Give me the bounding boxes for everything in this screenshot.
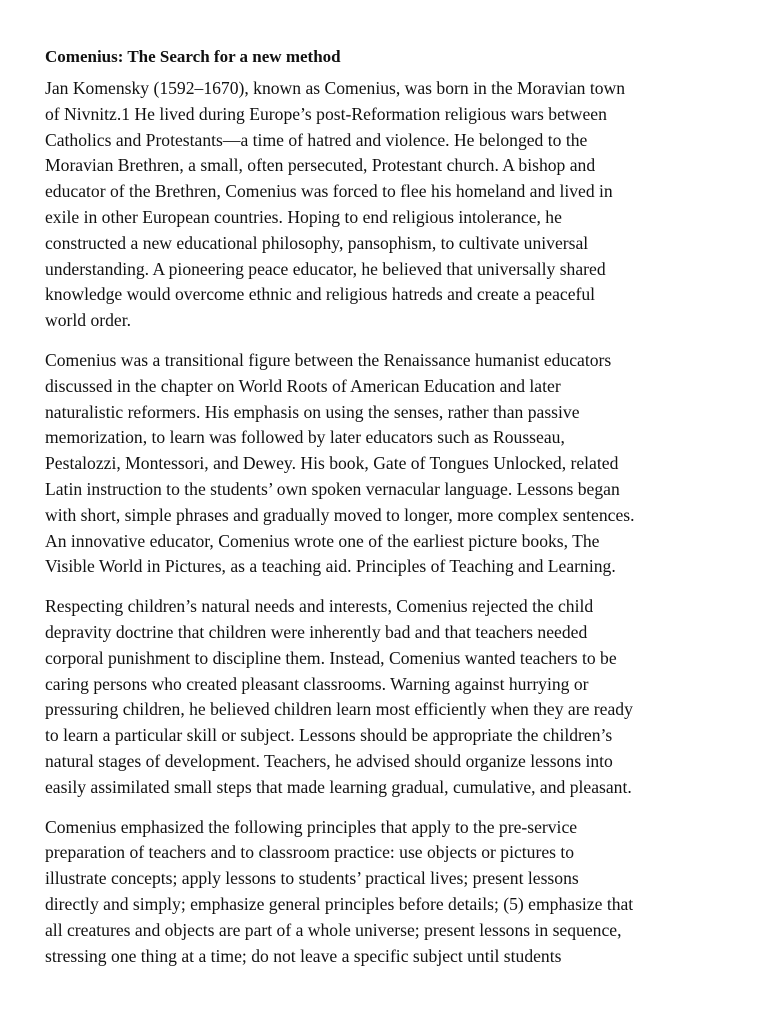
text-line: Moravian Brethren, a small, often persecuted, Protestant church. A bishop and <box>45 155 596 176</box>
text-line: Latin instruction to the students’ own spoken vernacular language. Lessons began <box>45 478 620 499</box>
text-line: constructed a new educational philosophy, pansophism, to cultivate universal <box>45 232 589 253</box>
document-title: Comenius: The Search for a new method <box>45 47 341 66</box>
text-line: Comenius was a transitional figure between the Renaissance humanist educators <box>45 349 612 370</box>
text-line: Jan Komensky (1592–1670), known as Comenius, was born in the Moravian town <box>45 78 626 98</box>
text-line: knowledge would overcome ethnic and religious hatreds and create a peaceful <box>45 284 596 305</box>
text-line: preparation of teachers and to classroom practice: use objects or pictures to <box>45 842 575 863</box>
paragraph-3 <box>45 594 735 800</box>
text-line: of Nivnitz.1 He lived during Europe’s post-Reformation religious wars between <box>45 103 607 124</box>
paragraph-2 <box>45 348 735 580</box>
text-line: memorization, to learn was followed by later educators such as Rousseau, <box>45 427 565 448</box>
text-line: discussed in the chapter on World Roots of American Education and later <box>45 375 561 396</box>
text-line: caring persons who created pleasant classrooms. Warning against hurrying or <box>45 673 589 694</box>
paragraph-1 <box>45 76 735 334</box>
text-line: Comenius emphasized the following principles that apply to the pre-service <box>45 816 578 837</box>
text-line: An innovative educator, Comenius wrote one of the earliest picture books, The <box>45 530 600 551</box>
text-line: Catholics and Protestants—a time of hatred and violence. He belonged to the <box>45 129 588 150</box>
text-line: depravity doctrine that children were inherently bad and that teachers needed <box>45 621 588 642</box>
text-line: to learn a particular skill or subject. Lessons should be appropriate the children’s <box>45 725 613 746</box>
text-line: easily assimilated small steps that made learning gradual, cumulative, and pleasant. <box>45 776 632 797</box>
text-line: natural stages of development. Teachers, he advised should organize lessons into <box>45 750 613 771</box>
text-line: stressing one thing at a time; do not leave a specific subject until students <box>45 945 562 966</box>
text-line: Visible World in Pictures, as a teaching aid. Principles of Teaching and Learning. <box>45 556 616 577</box>
text-line: illustrate concepts; apply lessons to students’ practical lives; present lessons <box>45 868 579 889</box>
document-page <box>45 44 735 983</box>
text-line: understanding. A pioneering peace educator, he believed that universally shared <box>45 258 606 279</box>
text-line: with short, simple phrases and gradually moved to longer, more complex sentences. <box>45 504 635 525</box>
text-line: world order. <box>45 310 131 331</box>
text-line: naturalistic reformers. His emphasis on using the senses, rather than passive <box>45 401 580 422</box>
text-line: all creatures and objects are part of a whole universe; present lessons in sequence, <box>45 919 622 940</box>
text-line: exile in other European countries. Hoping to end religious intolerance, he <box>45 206 562 227</box>
text-line: pressuring children, he believed children learn most efficiently when they are ready <box>45 699 633 720</box>
text-line: directly and simply; emphasize general principles before details; (5) emphasize that <box>45 893 634 914</box>
text-line: corporal punishment to discipline them. Instead, Comenius wanted teachers to be <box>45 647 617 668</box>
text-line: Pestalozzi, Montessori, and Dewey. His book, Gate of Tongues Unlocked, related <box>45 453 619 474</box>
text-line: educator of the Brethren, Comenius was forced to flee his homeland and lived in <box>45 181 613 202</box>
paragraph-4 <box>45 815 735 970</box>
text-line: Respecting children’s natural needs and interests, Comenius rejected the child <box>45 596 594 617</box>
